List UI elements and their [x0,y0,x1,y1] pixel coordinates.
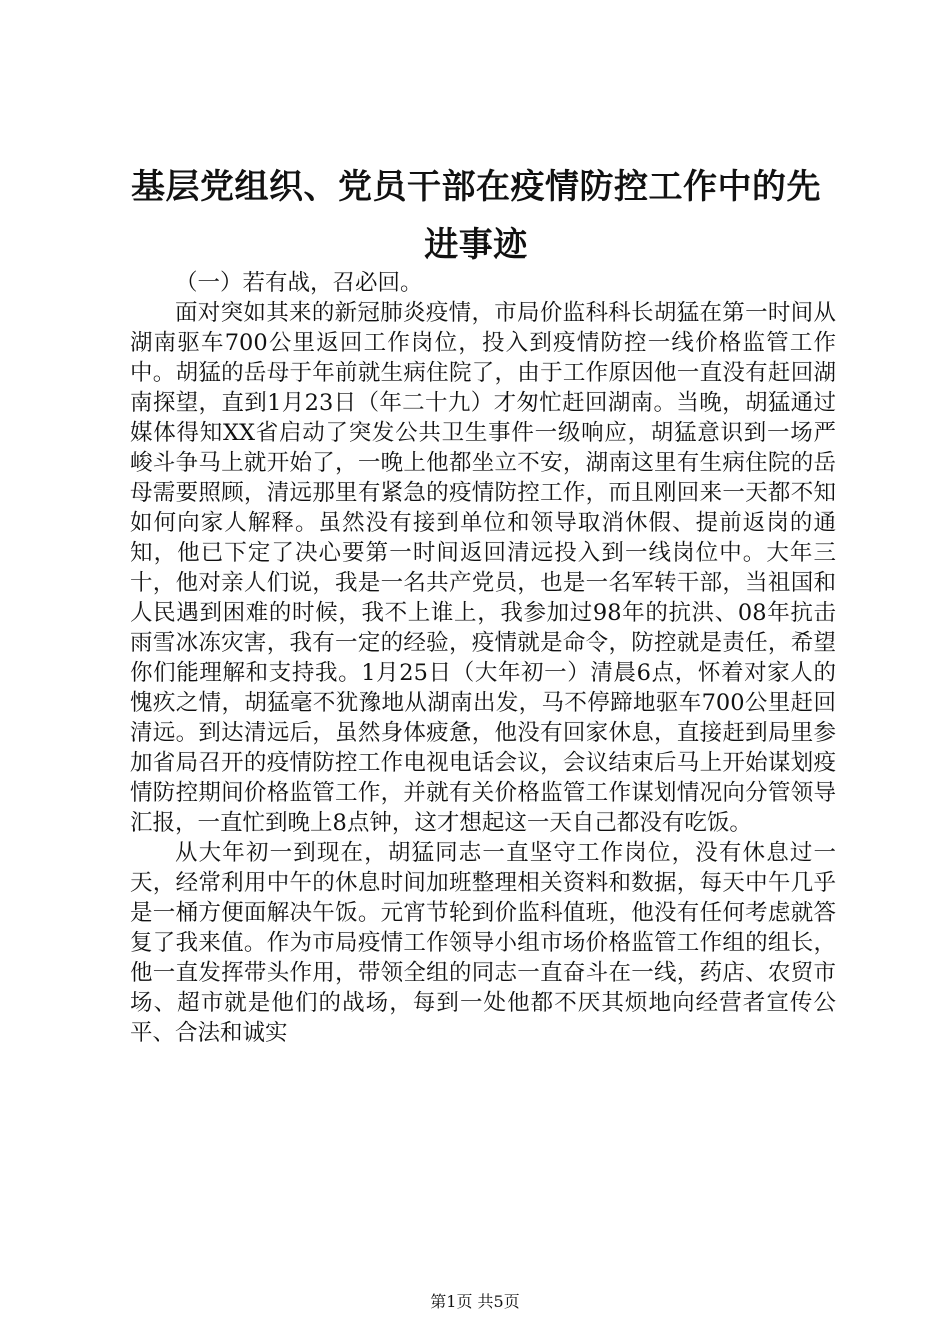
paragraph: 面对突如其来的新冠肺炎疫情，市局价监科科长胡猛在第一时间从湖南驱车700公里返回工作岗位，投入到疫情防控一线价格监管工作中。胡猛的岳母于年前就生病住院了，由于工作原因他一直没有赶回湖南探望，直到1月23日（年二十九）才匆忙赶回湖南。当晚，胡猛通过媒体得知XX省启动了突发公共卫生事件一级响应，胡猛意识到一场严峻斗争马上就开始了，一晚上他都坐立不安，湖南这里有生病住院的岳母需要照顾，清远那里有紧急的疫情防控工作，而且刚回来一天都不知如何向家人解释。虽然没有接到单位和领导取消休假、提前返岗的通知，他已下定了决心要第一时间返回清远投入到一线岗位中。大年三十，他对亲人们说，我是一名共产党员，也是一名军转干部，当祖国和人民遇到困难的时候，我不上谁上，我参加过98年的抗洪、08年抗击雨雪冰冻灾害，我有一定的经验，疫情就是命令，防控就是责任，希望你们能理解和支持我。1月25日（大年初一）清晨6点，怀着对家人的愧疚之情，胡猛毫不犹豫地从湖南出发，马不停蹄地驱车700公里赶回清远。到达清远后，虽然身体疲惫，他没有回家休息，直接赶到局里参加省局召开的疫情防控工作电视电话会议，会议结束后马上开始谋划疫情防控期间价格监管工作，并就有关价格监管工作谋划情况向分管领导汇报，一直忙到晚上8点钟，这才想起这一天自己都没有吃饭。 [130,300,836,836]
paragraph: 从大年初一到现在，胡猛同志一直坚守工作岗位，没有休息过一天，经常利用中午的休息时间加班整理相关资料和数据，每天中午几乎是一桶方便面解决午饭。元宵节轮到价监科值班，他没有任何考虑就答复了我来值。作为市局疫情工作领导小组市场价格监管工作组的组长，他一直发挥带头作用，带领全组的同志一直奋斗在一线，药店、农贸市场、超市就是他们的战场，每到一处他都不厌其烦地向经营者宣传公平、合法和诚实 [130,840,836,1046]
page-footer: 第1页 共5页 [430,1292,520,1311]
section-heading: （一）若有战，召必回。 [175,270,423,296]
title-line-2: 进事迹 [424,225,528,265]
document-body [130,268,836,1048]
title-line-1: 基层党组织、党员干部在疫情防控工作中的先 [131,167,821,207]
document-title [120,158,832,274]
